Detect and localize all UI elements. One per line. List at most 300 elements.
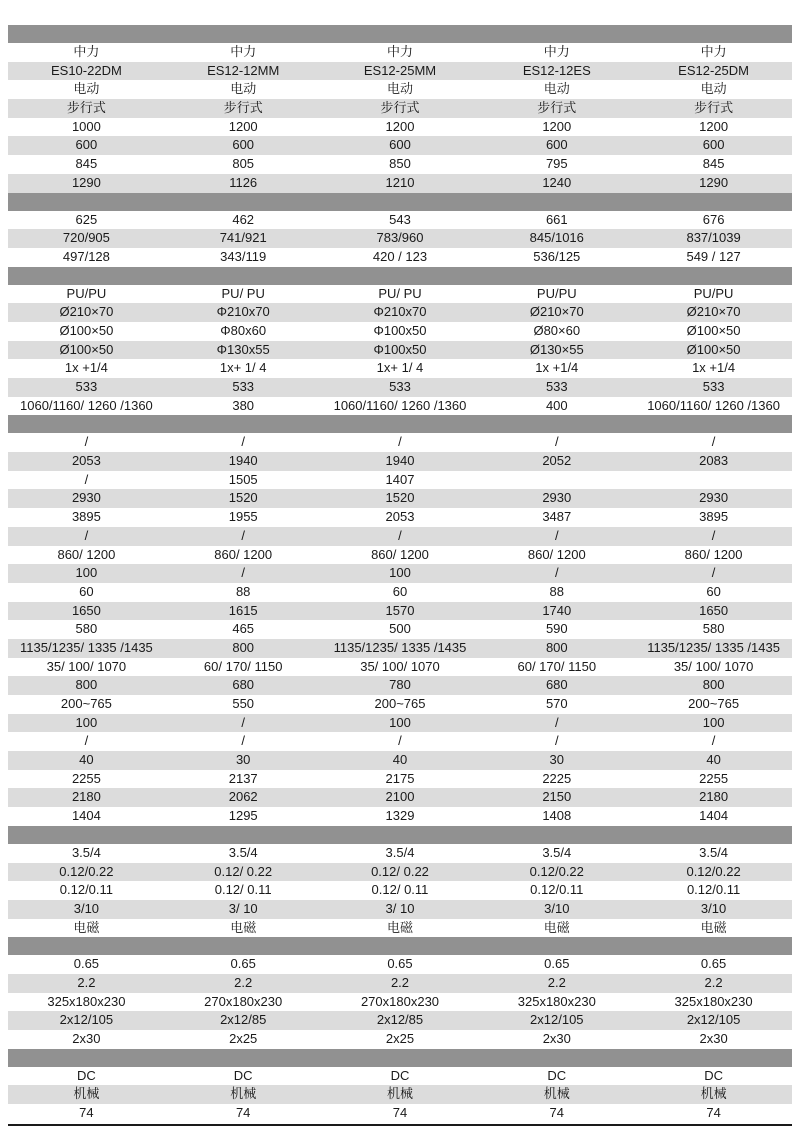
table-cell: Φ100x50 xyxy=(373,341,427,357)
table-row xyxy=(8,1067,792,1086)
table-cell: 549 / 127 xyxy=(686,248,741,264)
table-cell: 电磁 xyxy=(700,919,727,935)
table-cell: 600 xyxy=(702,137,725,153)
table-cell: 1200 xyxy=(228,118,258,134)
table-cell: 3.5/4 xyxy=(71,844,101,860)
table-cell: 0.12/0.22 xyxy=(529,863,584,879)
table-cell: 497/128 xyxy=(62,248,110,264)
table-cell: 0.12/ 0.22 xyxy=(214,863,273,879)
table-row xyxy=(8,751,792,770)
table-cell: 1329 xyxy=(385,808,415,824)
table-cell: 680 xyxy=(232,677,255,693)
table-cell: ES12-12MM xyxy=(207,62,280,78)
table-cell: 电磁 xyxy=(386,919,413,935)
table-cell: 2x12/85 xyxy=(220,1012,267,1028)
table-cell: 3.5/4 xyxy=(699,844,729,860)
table-row xyxy=(8,546,792,565)
table-cell: 270x180x230 xyxy=(204,993,283,1009)
table-cell: / xyxy=(84,471,89,487)
table-cell: 2053 xyxy=(71,453,101,469)
table-cell: PU/PU xyxy=(66,285,107,301)
table-cell: 2x25 xyxy=(229,1031,258,1046)
table-cell: 1200 xyxy=(542,118,572,134)
table-row xyxy=(8,99,792,118)
section-separator-bar xyxy=(8,1049,792,1067)
table-cell: 533 xyxy=(389,379,411,394)
table-cell: 2x12/105 xyxy=(686,1012,741,1028)
table-cell: 3/10 xyxy=(73,900,100,916)
table-cell: 0.65 xyxy=(700,956,727,972)
table-cell: 837/1039 xyxy=(686,230,741,246)
table-cell: 533 xyxy=(75,379,98,394)
table-cell: 0.12/0.11 xyxy=(686,882,741,898)
table-cell: 805 xyxy=(232,156,255,172)
table-cell: 1x +1/4 xyxy=(64,360,108,376)
table-cell: Φ80x60 xyxy=(220,322,267,338)
table-row xyxy=(8,714,792,733)
table-cell: 1615 xyxy=(228,602,258,618)
table-cell: 2.2 xyxy=(390,974,410,990)
table-cell: PU/ PU xyxy=(378,285,422,301)
table-row xyxy=(8,788,792,807)
table-cell: / xyxy=(398,434,402,450)
table-cell: 600 xyxy=(545,137,568,153)
table-cell: PU/PU xyxy=(536,285,577,301)
table-cell: 1200 xyxy=(699,118,729,134)
table-section xyxy=(8,43,792,193)
table-cell: 0.65 xyxy=(387,956,413,972)
table-cell: 533 xyxy=(232,379,255,394)
table-cell: 88 xyxy=(235,583,251,599)
table-section xyxy=(8,955,792,1048)
table-cell: 机械 xyxy=(386,1086,413,1102)
table-cell: Ø80×60 xyxy=(533,322,581,338)
table-cell: 35/ 100/ 1070 xyxy=(46,658,127,674)
table-cell: 35/ 100/ 1070 xyxy=(360,658,440,674)
table-row xyxy=(8,397,792,416)
table-cell: PU/ PU xyxy=(221,285,265,301)
table-cell: 1000 xyxy=(71,118,101,134)
table-cell: 1650 xyxy=(699,602,729,618)
table-row xyxy=(8,955,792,974)
table-cell: 343/119 xyxy=(220,248,267,264)
table-cell: 2.2 xyxy=(234,974,253,990)
table-cell: Ø100×50 xyxy=(686,341,741,357)
table-cell: 2052 xyxy=(542,453,572,469)
table-cell: / xyxy=(241,714,245,730)
table-cell: 74 xyxy=(392,1105,408,1121)
table-cell: 60 xyxy=(79,583,94,599)
table-cell: 860/ 1200 xyxy=(57,546,116,562)
table-cell: 536/125 xyxy=(533,248,581,264)
table-row xyxy=(8,695,792,714)
table-cell: 步行式 xyxy=(66,100,106,116)
table-cell: 533 xyxy=(545,379,568,394)
table-cell: 1135/1235/ 1335 /1435 xyxy=(333,639,467,655)
table-cell: 400 xyxy=(545,397,568,413)
table-cell: / xyxy=(554,733,559,749)
table-cell: 2930 xyxy=(699,490,729,506)
table-cell: 2x30 xyxy=(699,1031,728,1046)
table-cell: Ø210×70 xyxy=(529,304,584,320)
table-row xyxy=(8,285,792,304)
table-bottom-rule xyxy=(8,1124,792,1126)
table-cell: 2x30 xyxy=(542,1031,571,1046)
table-cell: 325x180x230 xyxy=(47,993,126,1009)
table-cell: 2.2 xyxy=(704,974,723,990)
table-row xyxy=(8,62,792,81)
table-cell: 1570 xyxy=(385,602,415,618)
table-cell: 电动 xyxy=(543,81,570,97)
table-cell: 74 xyxy=(549,1105,565,1121)
table-cell: 步行式 xyxy=(537,100,577,116)
table-cell: 100 xyxy=(75,565,98,581)
table-row xyxy=(8,174,792,193)
table-cell: 2053 xyxy=(385,509,415,525)
table-section xyxy=(8,211,792,267)
table-cell: 电动 xyxy=(230,81,257,97)
table-cell: 845 xyxy=(75,156,98,172)
table-row xyxy=(8,676,792,695)
table-cell: 3.5/4 xyxy=(542,844,572,860)
table-cell: 3/ 10 xyxy=(228,900,258,916)
table-cell: DC xyxy=(233,1067,253,1083)
table-cell: 0.12/0.22 xyxy=(686,863,741,879)
table-cell: DC xyxy=(704,1067,723,1083)
table-cell: 720/905 xyxy=(62,230,110,246)
table-row xyxy=(8,863,792,882)
table-cell: 1135/1235/ 1335 /1435 xyxy=(20,639,153,655)
table-cell: PU/PU xyxy=(693,285,734,301)
table-row xyxy=(8,359,792,378)
table-row xyxy=(8,527,792,546)
table-cell: 2.2 xyxy=(547,974,566,990)
table-cell: 1955 xyxy=(228,509,258,525)
table-cell: 680 xyxy=(545,677,568,693)
table-row xyxy=(8,602,792,621)
table-cell: 1290 xyxy=(699,174,729,190)
table-cell: 1200 xyxy=(385,118,415,134)
table-cell: 100 xyxy=(702,714,725,730)
table-cell: 2x12/105 xyxy=(59,1012,114,1028)
table-cell: 2225 xyxy=(542,770,572,786)
table-cell: / xyxy=(554,714,559,730)
table-cell: 2255 xyxy=(699,770,729,786)
table-cell: Ø100×50 xyxy=(59,341,114,357)
table-cell: Ø210×70 xyxy=(686,304,741,320)
table-cell: 0.65 xyxy=(230,956,256,972)
table-cell: 2180 xyxy=(699,789,729,805)
table-cell: 1740 xyxy=(542,602,572,618)
table-cell: 电动 xyxy=(73,81,100,97)
table-cell: 1126 xyxy=(229,174,258,190)
table-cell: 533 xyxy=(702,379,725,394)
table-row xyxy=(8,248,792,267)
table-cell: 2083 xyxy=(699,453,729,469)
table-cell: 2100 xyxy=(385,789,415,805)
table-cell: 200~765 xyxy=(374,696,426,711)
table-cell: / xyxy=(84,733,89,749)
table-row xyxy=(8,229,792,248)
table-cell: 中力 xyxy=(386,44,413,59)
table-cell: 60 xyxy=(392,583,408,599)
table-row xyxy=(8,433,792,452)
table-row xyxy=(8,118,792,137)
table-cell: 2x30 xyxy=(72,1031,101,1046)
table-row xyxy=(8,322,792,341)
table-cell: / xyxy=(711,527,716,543)
table-row xyxy=(8,1011,792,1030)
table-cell: 1295 xyxy=(228,808,258,824)
table-row xyxy=(8,919,792,938)
table-row xyxy=(8,136,792,155)
table-cell: 1x+ 1/ 4 xyxy=(376,360,424,376)
table-cell: 800 xyxy=(75,677,98,693)
table-cell: 325x180x230 xyxy=(674,993,753,1009)
table-cell: 795 xyxy=(545,156,568,172)
table-cell: 800 xyxy=(232,639,255,655)
table-cell: 机械 xyxy=(543,1086,570,1102)
table-cell: 380 xyxy=(232,397,255,413)
table-row xyxy=(8,900,792,919)
table-cell: 0.12/0.22 xyxy=(59,863,114,879)
table-cell: 40 xyxy=(706,752,721,768)
table-cell: 0.65 xyxy=(544,956,570,972)
table-row xyxy=(8,620,792,639)
table-cell: 0.12/ 0.11 xyxy=(214,882,272,898)
table-cell: 800 xyxy=(702,677,725,693)
table-cell: 40 xyxy=(392,752,408,768)
table-cell: Ø210×70 xyxy=(59,304,114,320)
table-cell: 3.5/4 xyxy=(385,844,415,860)
table-cell: ES12-25MM xyxy=(363,62,437,78)
section-separator-bar xyxy=(8,937,792,955)
table-cell: 580 xyxy=(75,621,98,637)
table-cell: 2175 xyxy=(385,770,415,786)
table-cell: 0.12/0.11 xyxy=(59,882,114,898)
table-cell: Φ130x55 xyxy=(216,341,270,357)
table-cell: 1520 xyxy=(228,490,258,506)
table-cell: 电动 xyxy=(386,81,413,97)
table-cell: 741/921 xyxy=(219,230,267,246)
table-row xyxy=(8,452,792,471)
table-cell: 661 xyxy=(545,211,568,227)
table-cell: 1408 xyxy=(542,808,572,824)
table-cell: 2x25 xyxy=(385,1031,415,1046)
table-cell: / xyxy=(241,733,245,749)
table-cell: DC xyxy=(77,1067,96,1083)
table-cell: / xyxy=(554,565,559,581)
table-cell: 2930 xyxy=(542,490,572,506)
table-cell: 中力 xyxy=(73,44,100,59)
table-cell: 600 xyxy=(389,137,411,153)
table-cell: 200~765 xyxy=(688,696,740,711)
table-row xyxy=(8,341,792,360)
table-cell: 0.12/ 0.11 xyxy=(371,882,429,898)
table-row xyxy=(8,844,792,863)
table-cell: Φ100x50 xyxy=(373,322,427,338)
table-row xyxy=(8,993,792,1012)
table-cell: 35/ 100/ 1070 xyxy=(673,658,754,674)
table-row xyxy=(8,807,792,826)
table-cell: 845 xyxy=(702,156,725,172)
table-cell: 30 xyxy=(549,752,565,768)
table-cell: / xyxy=(241,434,245,450)
table-cell: 570 xyxy=(545,696,568,711)
table-cell: 845/1016 xyxy=(529,230,584,246)
spec-table-body xyxy=(8,25,792,1123)
table-cell: 2930 xyxy=(71,490,101,506)
table-row xyxy=(8,732,792,751)
table-cell: 1505 xyxy=(228,471,258,487)
table-cell: 60 xyxy=(706,583,721,599)
table-cell: 1060/1160/ 1260 /1360 xyxy=(20,397,153,413)
table-cell: 780 xyxy=(389,677,411,693)
table-cell: 3895 xyxy=(71,509,101,525)
table-cell: 电磁 xyxy=(73,919,100,935)
table-row xyxy=(8,378,792,397)
table-row xyxy=(8,583,792,602)
table-cell: 2.2 xyxy=(77,974,96,990)
table-cell: Φ210x70 xyxy=(216,304,270,320)
table-cell: 2255 xyxy=(71,770,101,786)
table-cell: 1210 xyxy=(385,174,415,190)
table-cell: 步行式 xyxy=(223,100,263,116)
table-cell: 2x12/85 xyxy=(376,1012,424,1028)
table-cell: 电动 xyxy=(700,81,727,97)
table-cell: ES12-25DM xyxy=(678,62,749,78)
table-cell: 500 xyxy=(389,621,411,637)
table-cell: 860/ 1200 xyxy=(371,546,429,562)
table-row xyxy=(8,974,792,993)
table-row xyxy=(8,489,792,508)
table-cell: 40 xyxy=(79,752,94,768)
spec-table xyxy=(8,25,792,1126)
table-cell: DC xyxy=(547,1067,567,1083)
table-cell: 2150 xyxy=(542,789,572,805)
table-cell: 860/ 1200 xyxy=(527,546,586,562)
table-section xyxy=(8,844,792,937)
table-cell: 1x+ 1/ 4 xyxy=(219,360,267,376)
table-cell: 580 xyxy=(702,621,725,637)
table-row xyxy=(8,43,792,62)
table-cell: 1x +1/4 xyxy=(535,360,579,376)
table-row xyxy=(8,508,792,527)
table-cell: 420 / 123 xyxy=(372,248,428,264)
table-cell: 550 xyxy=(232,696,255,711)
table-cell: 2180 xyxy=(71,789,101,805)
table-cell: 机械 xyxy=(230,1086,257,1102)
table-cell: / xyxy=(554,527,559,543)
table-cell: / xyxy=(241,565,245,581)
table-cell: 74 xyxy=(235,1105,251,1121)
table-cell: 860/ 1200 xyxy=(684,546,743,562)
table-row xyxy=(8,1104,792,1123)
table-cell: Ø130×55 xyxy=(529,341,584,357)
table-cell: / xyxy=(84,527,89,543)
table-cell: 783/960 xyxy=(376,230,424,246)
section-separator-bar xyxy=(8,826,792,844)
table-cell: 机械 xyxy=(73,1086,100,1102)
table-cell: 3/10 xyxy=(544,900,570,916)
table-cell: 465 xyxy=(232,621,255,637)
table-cell: 60/ 170/ 1150 xyxy=(517,658,597,674)
table-cell: 676 xyxy=(702,211,725,227)
table-cell: 74 xyxy=(79,1105,94,1121)
table-cell: 88 xyxy=(549,583,565,599)
table-cell: ES10-22DM xyxy=(50,62,122,78)
table-cell: Ø100×50 xyxy=(686,322,741,338)
section-separator-bar xyxy=(8,267,792,285)
table-cell: 1407 xyxy=(385,471,415,487)
table-cell: 2x12/105 xyxy=(530,1012,584,1028)
table-cell: 600 xyxy=(75,137,98,153)
table-cell: 1135/1235/ 1335 /1435 xyxy=(647,639,780,655)
section-separator-bar xyxy=(8,25,792,43)
table-row xyxy=(8,155,792,174)
table-cell: 2062 xyxy=(228,789,258,805)
table-cell: 543 xyxy=(389,211,411,227)
table-cell: 1x +1/4 xyxy=(692,360,736,376)
table-cell: 3487 xyxy=(542,509,572,525)
table-section xyxy=(8,285,792,416)
table-cell: DC xyxy=(390,1067,410,1083)
table-cell: 625 xyxy=(75,211,98,227)
table-row xyxy=(8,658,792,677)
table-cell: 机械 xyxy=(700,1086,727,1102)
table-cell: 中力 xyxy=(230,44,257,59)
table-cell: 1404 xyxy=(699,808,729,824)
table-cell: 860/ 1200 xyxy=(214,546,273,562)
section-separator-bar xyxy=(8,193,792,211)
table-cell: 270x180x230 xyxy=(360,993,440,1009)
table-cell: 步行式 xyxy=(380,100,420,116)
table-row xyxy=(8,303,792,322)
table-row xyxy=(8,639,792,658)
table-cell: 2137 xyxy=(228,770,258,786)
table-section xyxy=(8,433,792,825)
table-cell: 590 xyxy=(545,621,568,637)
table-cell: 1650 xyxy=(71,602,101,618)
table-cell: 电磁 xyxy=(543,919,570,935)
table-cell: 60/ 170/ 1150 xyxy=(203,658,283,674)
section-separator-bar xyxy=(8,415,792,433)
table-cell: 325x180x230 xyxy=(517,993,596,1009)
table-cell: 74 xyxy=(706,1105,721,1121)
table-cell: / xyxy=(711,565,716,581)
table-row xyxy=(8,80,792,99)
table-section xyxy=(8,1067,792,1123)
table-cell: Ø100×50 xyxy=(59,322,114,338)
table-row xyxy=(8,1085,792,1104)
table-row xyxy=(8,564,792,583)
table-cell: 1060/1160/ 1260 /1360 xyxy=(333,397,467,413)
table-row xyxy=(8,471,792,490)
table-cell: ES12-12ES xyxy=(522,62,591,78)
table-cell: Φ210x70 xyxy=(373,304,427,320)
table-cell: 3/ 10 xyxy=(385,900,415,916)
table-cell: / xyxy=(84,434,89,450)
table-cell: 800 xyxy=(545,639,568,655)
table-cell: 1940 xyxy=(385,453,415,469)
table-cell: 1060/1160/ 1260 /1360 xyxy=(647,397,780,413)
table-cell: 1404 xyxy=(71,808,101,824)
table-cell: 1520 xyxy=(385,490,415,506)
table-cell: 1940 xyxy=(228,453,258,469)
table-cell: 3/10 xyxy=(700,900,727,916)
table-row xyxy=(8,1030,792,1049)
table-cell: 3895 xyxy=(699,509,729,525)
